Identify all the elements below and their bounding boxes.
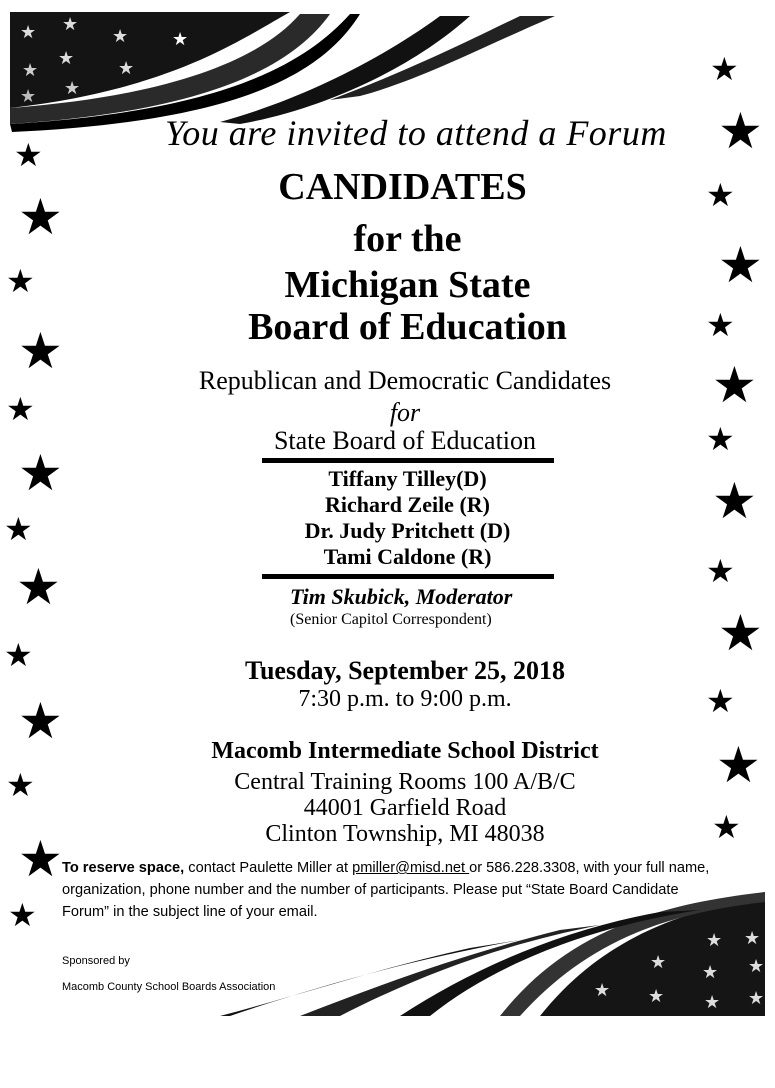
- svg-text:★: ★: [6, 391, 35, 427]
- title-line-1: CANDIDATES: [278, 166, 527, 208]
- candidate-item: Tami Caldone (R): [323, 544, 492, 569]
- svg-text:★: ★: [16, 559, 61, 615]
- venue-name: Macomb Intermediate School District: [211, 738, 599, 764]
- svg-text:★: ★: [748, 956, 765, 976]
- subtitle-line-1: Republican and Democratic Candidates: [198, 366, 612, 395]
- svg-text:★: ★: [6, 263, 35, 299]
- svg-text:★: ★: [704, 992, 721, 1012]
- svg-text:★: ★: [594, 980, 611, 1000]
- reserve-lead: To reserve space,: [62, 860, 185, 876]
- svg-text:★: ★: [706, 307, 735, 343]
- svg-text:★: ★: [64, 78, 81, 98]
- invite-line: You are invited to attend a Forum: [165, 113, 667, 153]
- svg-text:★: ★: [718, 103, 763, 159]
- svg-text:★: ★: [172, 29, 189, 49]
- svg-text:★: ★: [706, 177, 735, 213]
- sponsor-name: Macomb County School Boards Association: [62, 981, 276, 993]
- svg-text:★: ★: [702, 962, 719, 982]
- svg-text:★: ★: [706, 553, 735, 589]
- svg-text:★: ★: [706, 421, 735, 457]
- svg-text:★: ★: [18, 693, 63, 749]
- event-time: 7:30 p.m. to 9:00 p.m.: [298, 686, 512, 712]
- divider-bottom: [262, 574, 554, 579]
- candidate-item: Richard Zeile (R): [325, 492, 490, 517]
- svg-text:★: ★: [712, 473, 757, 529]
- svg-text:★: ★: [18, 189, 63, 245]
- svg-text:★: ★: [18, 831, 63, 887]
- svg-text:★: ★: [22, 60, 39, 80]
- svg-text:★: ★: [118, 58, 135, 78]
- svg-text:★: ★: [18, 445, 63, 501]
- sponsor-label: Sponsored by: [62, 955, 130, 967]
- title-line-3: Michigan State: [284, 264, 531, 306]
- svg-text:★: ★: [62, 14, 79, 34]
- svg-text:★: ★: [706, 683, 735, 719]
- subtitle-line-2: for: [389, 398, 421, 427]
- svg-text:★: ★: [744, 928, 761, 948]
- moderator-role: (Senior Capitol Correspondent): [290, 611, 492, 628]
- divider-top: [262, 458, 554, 463]
- venue-street: 44001 Garfield Road: [303, 795, 507, 821]
- subtitle-line-3: State Board of Education: [273, 426, 537, 455]
- svg-text:★: ★: [716, 737, 761, 793]
- svg-text:★: ★: [14, 137, 43, 173]
- svg-text:★: ★: [718, 605, 763, 661]
- svg-text:★: ★: [706, 930, 723, 950]
- event-date: Tuesday, September 25, 2018: [245, 656, 565, 685]
- svg-text:★: ★: [712, 357, 757, 413]
- svg-text:★: ★: [712, 809, 741, 845]
- svg-text:★: ★: [718, 237, 763, 293]
- reserve-paragraph: [62, 857, 722, 923]
- venue-room: Central Training Rooms 100 A/B/C: [234, 769, 576, 795]
- svg-text:★: ★: [8, 897, 37, 933]
- svg-text:★: ★: [20, 22, 37, 42]
- svg-text:★: ★: [112, 26, 129, 46]
- svg-text:★: ★: [4, 637, 33, 673]
- svg-text:★: ★: [748, 988, 765, 1008]
- svg-text:★: ★: [648, 986, 665, 1006]
- reserve-text-2: or 586.228.3308, with your full name, organization, phone number and the number of participants. Please put “State Board Candidate Forum” in the subject line of your email.: [62, 860, 710, 920]
- svg-text:★: ★: [6, 767, 35, 803]
- title-line-2: for the: [353, 218, 462, 260]
- svg-text:★: ★: [650, 952, 667, 972]
- title-line-4: Board of Education: [248, 306, 567, 348]
- svg-text:★: ★: [20, 86, 37, 106]
- candidate-item: Tiffany Tilley(D): [328, 466, 487, 491]
- venue-city: Clinton Township, MI 48038: [265, 821, 545, 847]
- moderator-name: Tim Skubick, Moderator: [290, 584, 513, 609]
- svg-text:★: ★: [58, 48, 75, 68]
- contact-email-link[interactable]: pmiller@misd.net: [352, 860, 470, 876]
- svg-text:★: ★: [18, 323, 63, 379]
- candidate-item: Dr. Judy Pritchett (D): [304, 518, 511, 543]
- reserve-text-1: contact Paulette Miller at: [184, 860, 353, 876]
- svg-text:★: ★: [710, 51, 739, 87]
- svg-text:★: ★: [4, 511, 33, 547]
